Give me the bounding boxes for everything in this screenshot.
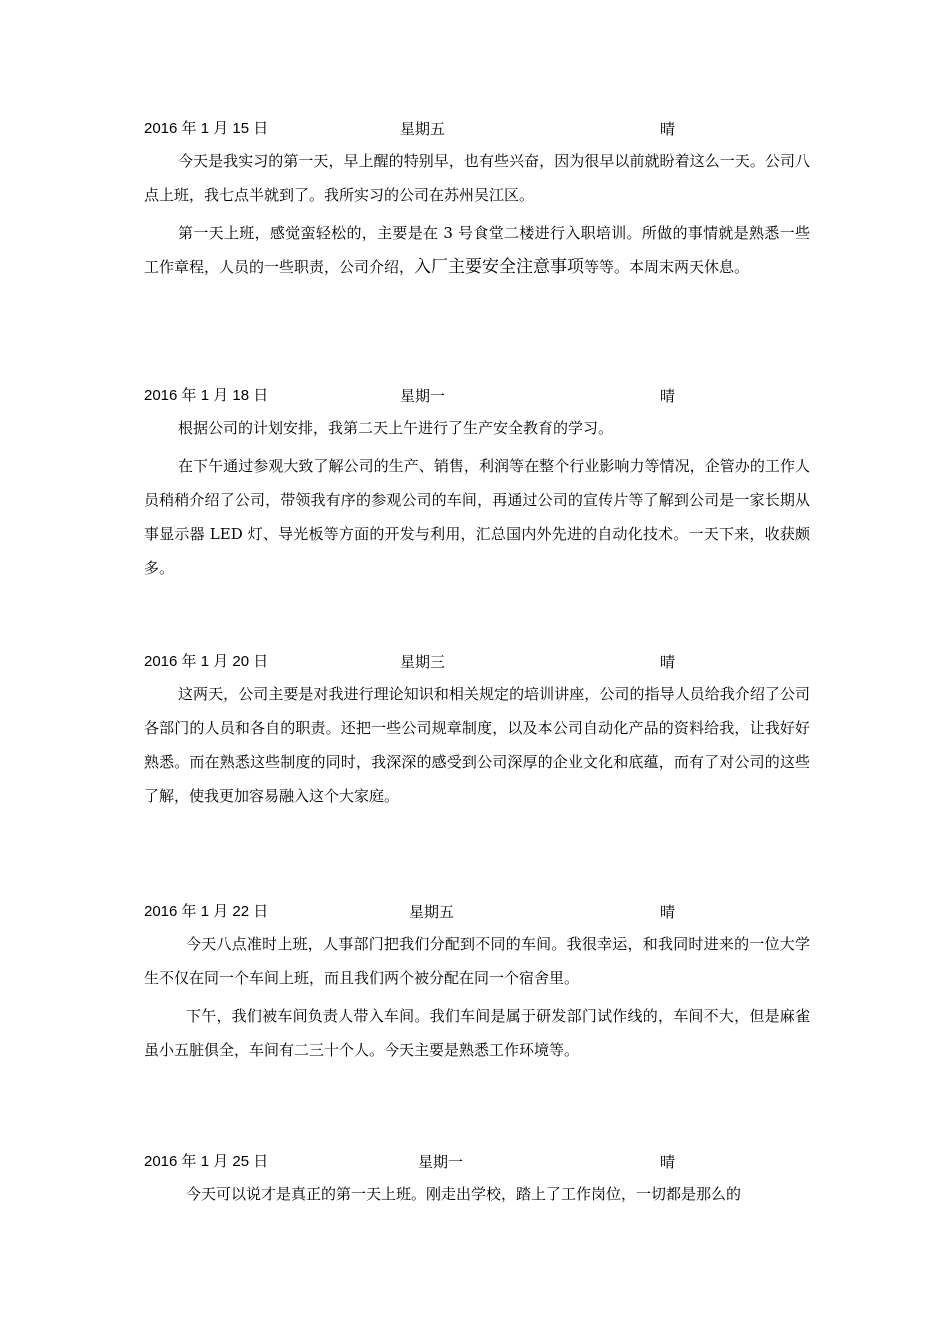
entry-weekday: 星期五 bbox=[400, 120, 446, 138]
diary-entry bbox=[144, 651, 810, 813]
entry-weather: 晴 bbox=[660, 120, 676, 138]
entry-date: 2016 年 1 月 15 日 bbox=[144, 120, 269, 137]
entry-weekday: 星期一 bbox=[400, 387, 446, 405]
entry-paragraph: 今天可以说才是真正的第一天上班。刚走出学校，踏上了工作岗位，一切都是那么的 bbox=[186, 1185, 742, 1203]
entry-weather: 晴 bbox=[660, 653, 676, 671]
entry-date: 2016 年 1 月 25 日 bbox=[144, 1153, 269, 1170]
entry-date: 2016 年 1 月 18 日 bbox=[144, 387, 269, 404]
diary-entry bbox=[144, 118, 810, 284]
entry-date: 2016 年 1 月 20 日 bbox=[144, 653, 269, 670]
entry-weather: 晴 bbox=[660, 1153, 676, 1171]
paragraph-text: 等等。本周末两天休息。 bbox=[584, 258, 750, 276]
entry-weekday: 星期一 bbox=[418, 1153, 464, 1171]
diary-entry bbox=[144, 901, 810, 1067]
diary-entry bbox=[144, 1151, 810, 1211]
paragraph-emphasis: 入厂主要安全注意事项 bbox=[414, 257, 585, 277]
entry-paragraph bbox=[144, 216, 810, 284]
entry-header bbox=[144, 1151, 810, 1173]
entry-header bbox=[144, 118, 810, 140]
entry-paragraph: 这两天，公司主要是对我进行理论知识和相关规定的培训讲座，公司的指导人员给我介绍了公司各部门的人员和各自的职责。还把一些公司规章制度，以及本公司自动化产品的资料给我，让我好好熟悉。而在熟悉这些制度的同时，我深深的感受到公司深厚的企业文化和底蕴，而有了对公司的这些了解，使我更加容易融入这个大家庭。 bbox=[144, 685, 810, 805]
entry-paragraph: 今天是我实习的第一天，早上醒的特别早，也有些兴奋，因为很早以前就盼着这么一天。公司八点上班，我七点半就到了。我所实习的公司在苏州吴江区。 bbox=[144, 152, 810, 204]
entry-paragraph: 今天八点准时上班，人事部门把我们分配到不同的车间。我很幸运，和我同时进来的一位大学生不仅在同一个车间上班，而且我们两个被分配在同一个宿舍里。 bbox=[144, 935, 810, 987]
entry-date: 2016 年 1 月 22 日 bbox=[144, 903, 269, 920]
entry-header bbox=[144, 651, 810, 673]
paragraph-text: 第一天上班，感觉蛮轻松的，主要是在 3 号食堂二楼进行入职培训。所做的事情就是熟悉一些工作章程，人员的一些职责，公司介绍， bbox=[144, 224, 810, 276]
entry-paragraph: 在下午通过参观大致了解公司的生产、销售，利润等在整个行业影响力等情况，企管办的工作人员稍稍介绍了公司，带领我有序的参观公司的车间，再通过公司的宣传片等了解到公司是一家长期从事显示器 LED 灯、导光板等方面的开发与利用，汇总国内外先进的自动化技术。一天下来，收获颇多。 bbox=[144, 457, 810, 577]
entry-weather: 晴 bbox=[660, 387, 676, 405]
entry-weekday: 星期三 bbox=[400, 653, 446, 671]
diary-entry bbox=[144, 385, 810, 585]
entry-header bbox=[144, 901, 810, 923]
entry-weekday: 星期五 bbox=[409, 903, 455, 921]
entry-header bbox=[144, 385, 810, 407]
entry-paragraph: 根据公司的计划安排，我第二天上午进行了生产安全教育的学习。 bbox=[178, 419, 614, 437]
entry-paragraph: 下午，我们被车间负责人带入车间。我们车间是属于研发部门试作线的，车间不大，但是麻雀虽小五脏俱全，车间有二三十个人。今天主要是熟悉工作环境等。 bbox=[144, 1007, 810, 1059]
entry-weather: 晴 bbox=[660, 903, 676, 921]
